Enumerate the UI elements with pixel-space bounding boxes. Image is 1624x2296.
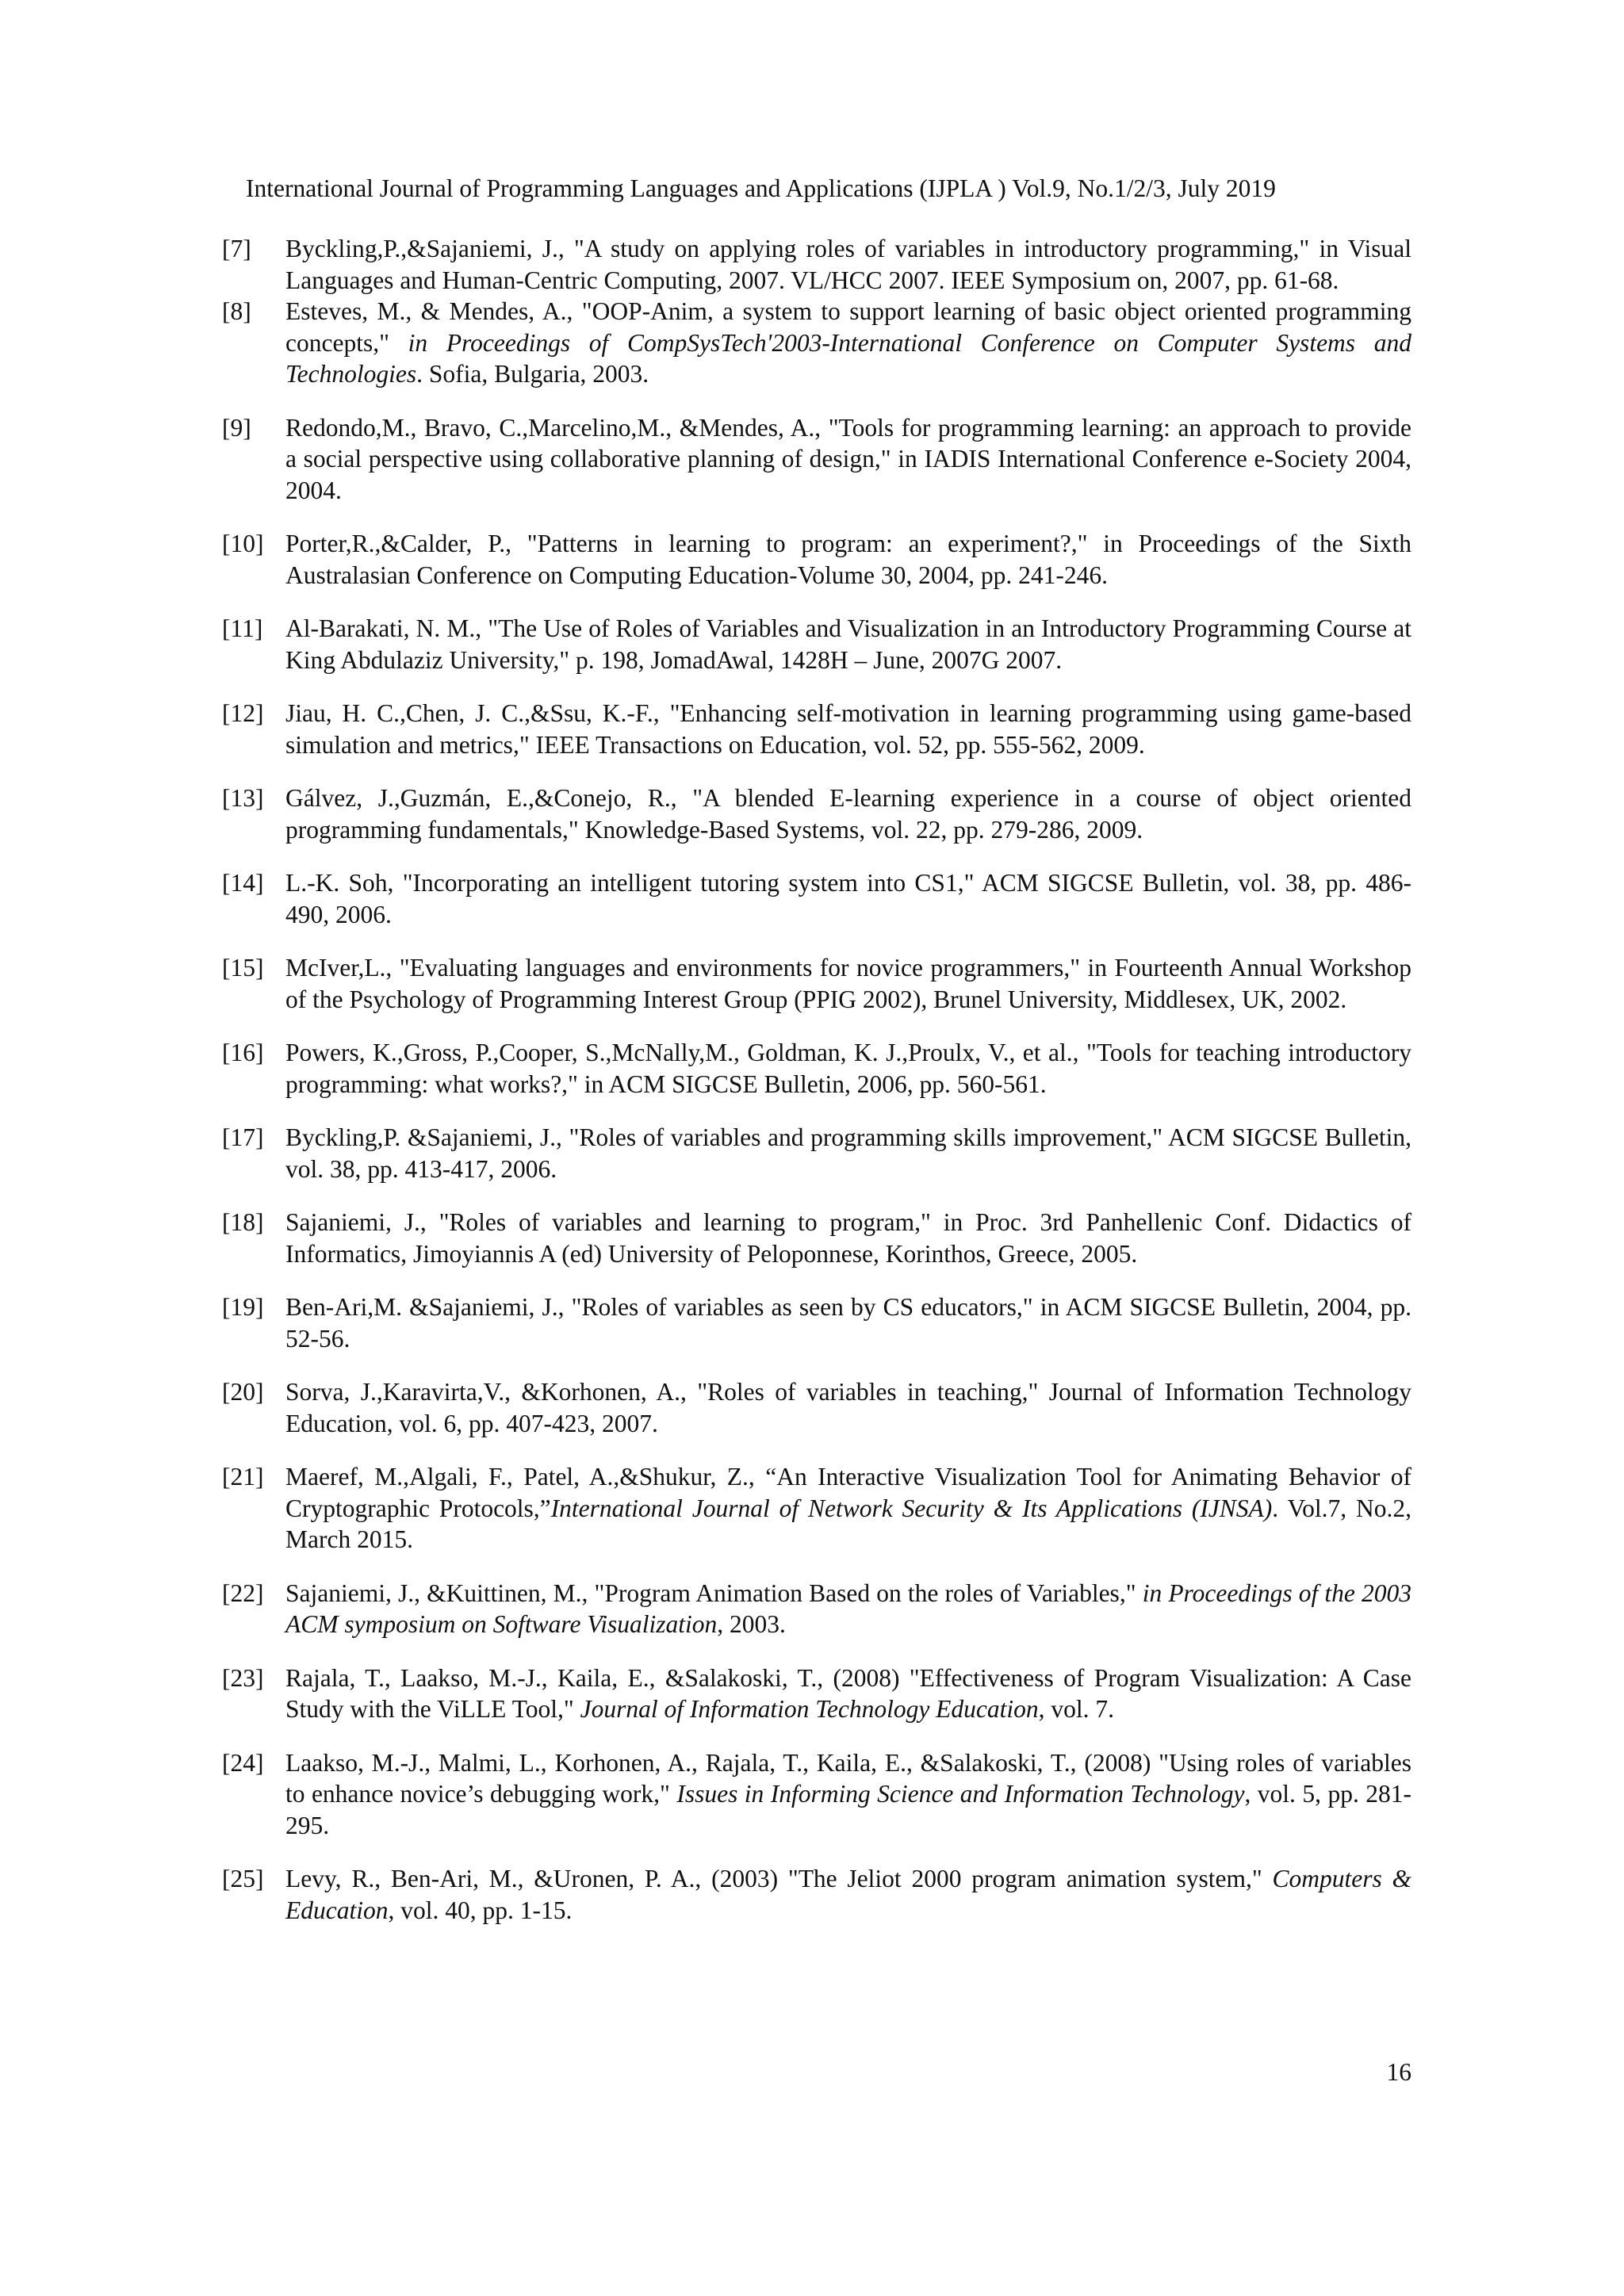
reference-number: [7] xyxy=(222,235,251,262)
reference-text xyxy=(285,1578,1411,1640)
reference-segment: Jiau, H. C.,Chen, J. C.,&Ssu, K.-F., "Enhancing self-motivation in learning programming using game-based simulation and metrics," IEEE Transactions on Education, vol. 52, pp. 555-562, 2009. xyxy=(285,699,1411,759)
reference-segment: Levy, R., Ben-Ari, M., &Uronen, P. A., (2003) "The Jeliot 2000 program animation system," xyxy=(285,1865,1273,1892)
reference-text xyxy=(285,1863,1411,1926)
reference-item xyxy=(222,1461,1411,1556)
reference-segment: . Vol.7, No.2, March 2015. xyxy=(285,1494,1411,1553)
reference-text xyxy=(285,1461,1411,1556)
reference-item xyxy=(222,1037,1411,1100)
reference-item xyxy=(222,867,1411,930)
reference-item xyxy=(222,412,1411,507)
reference-segment: , 2003. xyxy=(717,1610,786,1638)
reference-text xyxy=(285,1122,1411,1184)
reference-number: [18] xyxy=(222,1208,264,1236)
reference-number: [14] xyxy=(222,869,264,897)
reference-segment: Esteves, M., & Mendes, A., "OOP-Anim, a system to support learning of basic object oriented programming concepts," xyxy=(285,297,1411,357)
reference-text xyxy=(285,698,1411,760)
reference-segment: Powers, K.,Gross, P.,Cooper, S.,McNally,M., Goldman, K. J.,Proulx, V., et al., "Tools for teaching introductory programming: what works?," in ACM SIGCSE Bulletin, 2006, pp. 560-561. xyxy=(285,1039,1411,1098)
reference-text xyxy=(285,1292,1411,1354)
reference-item xyxy=(222,1747,1411,1842)
reference-number: [23] xyxy=(222,1663,264,1692)
reference-segment: Rajala, T., Laakso, M.-J., Kaila, E., &Salakoski, T., (2008) "Effectiveness of Program Visualization: A Case Study with the ViLLE Tool," xyxy=(285,1663,1411,1723)
reference-text xyxy=(285,613,1411,675)
reference-segment: Al-Barakati, N. M., "The Use of Roles of Variables and Visualization in an Introductory Programming Course at King Abdulaziz University," p. 198, JomadAwal, 1428H – June, 2007G 2007. xyxy=(285,614,1411,674)
reference-segment: . Sofia, Bulgaria, 2003. xyxy=(416,360,649,388)
reference-number: [10] xyxy=(222,530,264,557)
reference-text xyxy=(285,528,1411,591)
reference-number: [15] xyxy=(222,954,264,982)
reference-italic-segment: in Proceedings of the 2003 ACM symposium on Software Visualization xyxy=(285,1578,1411,1638)
reference-text xyxy=(285,233,1411,296)
reference-segment: Redondo,M., Bravo, C.,Marcelino,M., &Mendes, A., "Tools for programming learning: an approach to provide a social perspective using collaborative planning of design," in IADIS International Conference e-Society 2004, 2004. xyxy=(285,413,1411,504)
reference-item xyxy=(222,1578,1411,1640)
reference-text xyxy=(285,1747,1411,1842)
reference-italic-segment: Issues in Informing Science and Information Technology xyxy=(676,1780,1245,1808)
reference-number: [9] xyxy=(222,413,251,442)
reference-list xyxy=(222,233,1411,1926)
reference-item xyxy=(222,698,1411,760)
reference-item xyxy=(222,1663,1411,1725)
reference-text xyxy=(285,1663,1411,1725)
reference-segment: L.-K. Soh, "Incorporating an intelligent tutoring system into CS1," ACM SIGCSE Bulletin, vol. 38, pp. 486-490, 2006. xyxy=(285,869,1411,928)
reference-text xyxy=(285,1376,1411,1439)
reference-number: [11] xyxy=(222,614,263,642)
running-header: International Journal of Programming Languages and Applications (IJPLA ) Vol.9, No.1/2/3, July 2019 xyxy=(246,174,1276,202)
reference-number: [17] xyxy=(222,1123,264,1151)
reference-item xyxy=(222,296,1411,390)
reference-item xyxy=(222,1207,1411,1269)
reference-segment: Sajaniemi, J., &Kuittinen, M., "Program Animation Based on the roles of Variables," xyxy=(285,1578,1143,1607)
reference-italic-segment: Journal of Information Technology Education xyxy=(580,1695,1039,1723)
reference-segment: McIver,L., "Evaluating languages and environments for novice programmers," in Fourteenth Annual Workshop of the Psychology of Programming Interest Group (PPIG 2002), Brunel University, Middlesex, UK, 2002. xyxy=(285,954,1411,1013)
reference-number: [16] xyxy=(222,1039,264,1066)
reference-segment: Laakso, M.-J., Malmi, L., Korhonen, A., Rajala, T., Kaila, E., &Salakoski, T., (2008) "Using roles of variables to enhance novice’s debugging work," xyxy=(285,1748,1411,1808)
reference-segment: Byckling,P.,&Sajaniemi, J., "A study on applying roles of variables in introductory programming," in Visual Languages and Human-Centric Computing, 2007. VL/HCC 2007. IEEE Symposium on, 2007, pp. 61-68. xyxy=(285,235,1411,294)
reference-number: [25] xyxy=(222,1865,264,1892)
reference-text xyxy=(285,783,1411,845)
reference-item xyxy=(222,1292,1411,1354)
reference-item xyxy=(222,613,1411,675)
reference-number: [13] xyxy=(222,784,264,812)
reference-number: [8] xyxy=(222,297,251,325)
reference-item xyxy=(222,1376,1411,1439)
reference-segment: , vol. 7. xyxy=(1038,1695,1115,1723)
reference-text xyxy=(285,1207,1411,1269)
reference-item xyxy=(222,1122,1411,1184)
reference-number: [12] xyxy=(222,699,264,727)
reference-segment: Sorva, J.,Karavirta,V., &Korhonen, A., "Roles of variables in teaching," Journal of Information Technology Education, vol. 6, pp. 407-423, 2007. xyxy=(285,1378,1411,1437)
reference-text xyxy=(285,412,1411,507)
reference-segment: Ben-Ari,M. &Sajaniemi, J., "Roles of variables as seen by CS educators," in ACM SIGCSE Bulletin, 2004, pp. 52-56. xyxy=(285,1293,1411,1353)
reference-number: [20] xyxy=(222,1378,264,1406)
reference-item xyxy=(222,952,1411,1015)
reference-segment: Porter,R.,&Calder, P., "Patterns in learning to program: an experiment?," in Proceedings of the Sixth Australasian Conference on Computing Education-Volume 30, 2004, pp. 241-246. xyxy=(285,530,1411,589)
reference-italic-segment: International Journal of Network Security & Its Applications (IJNSA) xyxy=(550,1494,1273,1522)
reference-number: [19] xyxy=(222,1293,264,1321)
reference-item xyxy=(222,528,1411,591)
reference-segment: Maeref, M.,Algali, F., Patel, A.,&Shukur, Z., “An Interactive Visualization Tool for Animating Behavior of Cryptographic Protocols,” xyxy=(285,1463,1411,1522)
reference-text xyxy=(285,952,1411,1015)
reference-item xyxy=(222,783,1411,845)
reference-italic-segment: Computers & Education xyxy=(285,1865,1412,1924)
reference-segment: Byckling,P. &Sajaniemi, J., "Roles of variables and programming skills improvement," ACM SIGCSE Bulletin, vol. 38, pp. 413-417, 2006. xyxy=(285,1123,1411,1183)
reference-item xyxy=(222,1863,1411,1926)
reference-text xyxy=(285,1037,1411,1100)
reference-number: [24] xyxy=(222,1748,264,1777)
page-number: 16 xyxy=(1386,2058,1411,2086)
reference-number: [21] xyxy=(222,1463,264,1490)
reference-text xyxy=(285,296,1411,390)
reference-text xyxy=(285,867,1411,930)
reference-italic-segment: in Proceedings of CompSysTech'2003-International Conference on Computer Systems and Technologies xyxy=(285,328,1411,388)
reference-segment: Sajaniemi, J., "Roles of variables and learning to program," in Proc. 3rd Panhellenic Conf. Didactics of Informatics, Jimoyiannis A (ed) University of Peloponnese, Korinthos, Greece, 2005. xyxy=(285,1208,1411,1268)
reference-segment: Gálvez, J.,Guzmán, E.,&Conejo, R., "A blended E-learning experience in a course of object oriented programming fundamentals," Knowledge-Based Systems, vol. 22, pp. 279-286, 2009. xyxy=(285,784,1411,844)
reference-segment: , vol. 40, pp. 1-15. xyxy=(388,1896,573,1924)
reference-item xyxy=(222,233,1411,296)
reference-number: [22] xyxy=(222,1578,264,1607)
reference-segment: , vol. 5, pp. 281-295. xyxy=(285,1780,1411,1839)
